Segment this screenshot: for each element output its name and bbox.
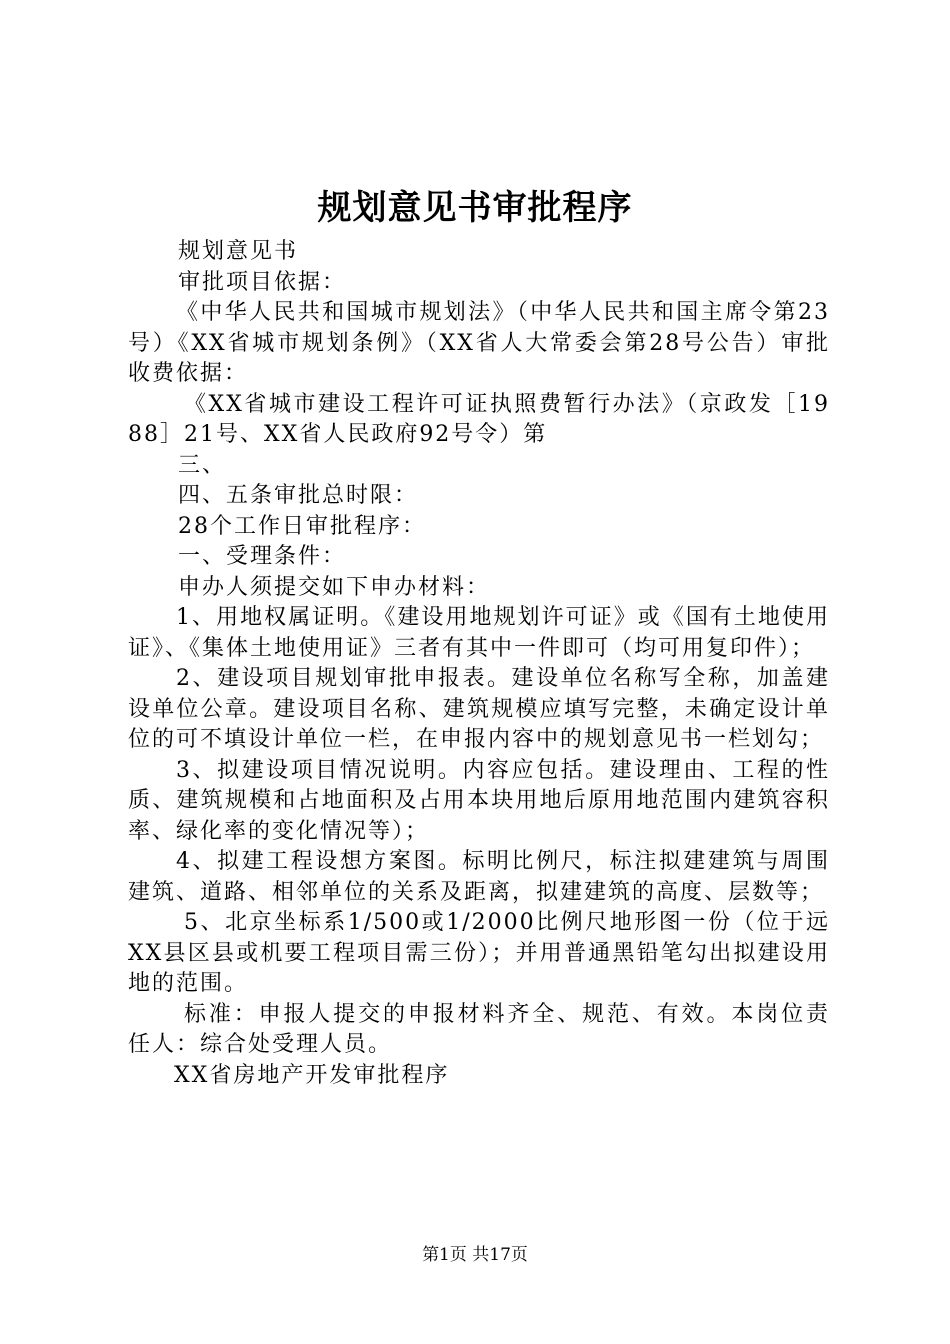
paragraph-2: 审批项目依据： <box>178 269 347 295</box>
document-body <box>128 237 830 1091</box>
paragraph-6: 四、五条审批总时限： <box>178 483 419 508</box>
page-number-footer: 第1页 共17页 <box>422 1245 528 1265</box>
paragraph-3: 《中华人民共和国城市规划法》（中华人民共和国主席令第23号）《XX省城市规划条例》（XX省人大常委会第28号公告）审批收费依据： <box>128 300 830 386</box>
paragraph-12: 3、拟建设项目情况说明。内容应包括。建设理由、工程的性质、建筑规模和占地面积及占用本块用地后原用地范围内建筑容积率、绿化率的变化情况等）； <box>128 757 830 844</box>
paragraph-13: 4、拟建工程设想方案图。标明比例尺，标注拟建建筑与周围建筑、道路、相邻单位的关系及距离，拟建建筑的高度、层数等； <box>128 849 830 905</box>
paragraph-14: 5、北京坐标系1/500或1/2000比例尺地形图一份（位于远XX县区县或机要工程项目需三份）；并用普通黑铅笔勾出拟建设用地的范围。 <box>128 910 830 996</box>
document-title: 规划意见书审批程序 <box>317 188 633 228</box>
paragraph-8: 一、受理条件： <box>178 544 347 569</box>
paragraph-15: 标准：申报人提交的申报材料齐全、规范、有效。本岗位责任人：综合处受理人员。 <box>128 1001 830 1057</box>
paragraph-7: 28个工作日审批程序： <box>178 513 426 539</box>
paragraph-5: 三、 <box>178 452 227 478</box>
paragraph-10: 1、用地权属证明。《建设用地规划许可证》或《国有土地使用证》、《集体土地使用证》三者有其中一件即可（均可用复印件）； <box>128 605 830 661</box>
paragraph-9: 申办人须提交如下申办材料： <box>178 574 491 600</box>
paragraph-11: 2、建设项目规划审批申报表。建设单位名称写全称，加盖建设单位公章。建设项目名称、建筑规模应填写完整，未确定设计单位的可不填设计单位一栏，在申报内容中的规划意见书一栏划勾； <box>128 666 830 752</box>
paragraph-16: XX省房地产开发审批程序 <box>174 1062 450 1088</box>
paragraph-4: 《XX省城市建设工程许可证执照费暂行办法》（京政发［1988］21号、XX省人民政府92号令）第 <box>128 391 830 447</box>
paragraph-1: 规划意见书 <box>178 239 299 264</box>
